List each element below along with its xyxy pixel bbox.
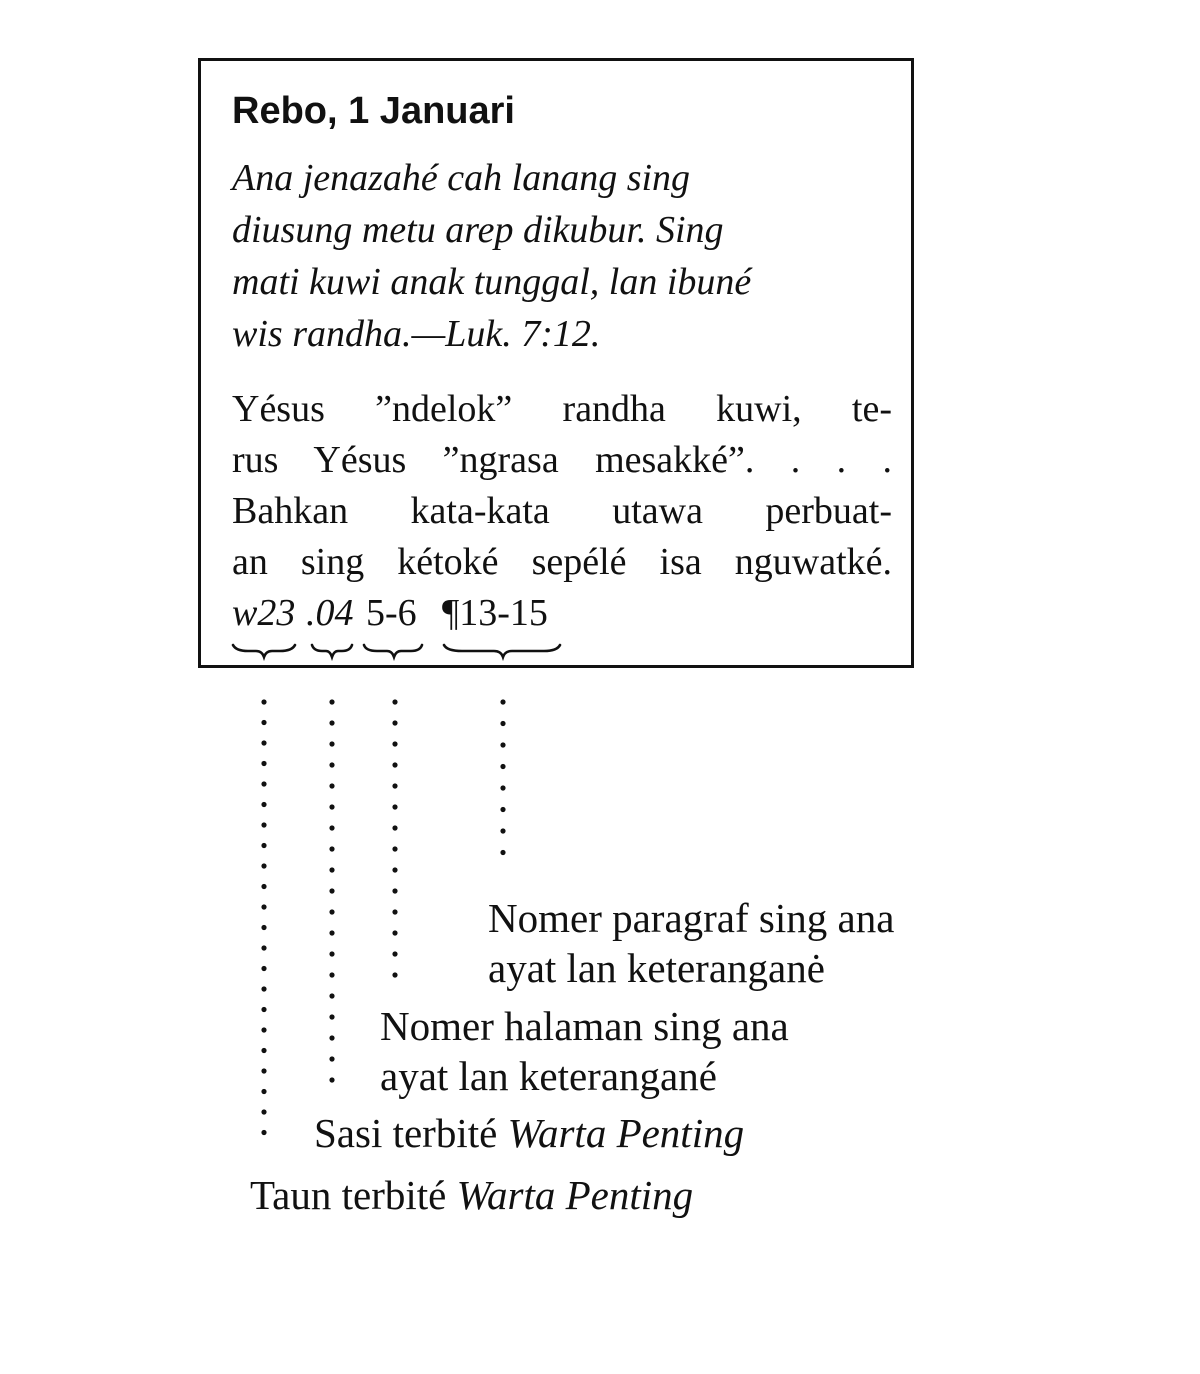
leader-dot [392,930,397,935]
leader-dot [500,828,505,833]
leader-paragraphs [500,699,505,855]
leader-dot [329,951,334,956]
leader-dot [500,850,505,855]
label-paragraph-line1: Nomer paragraf sing ana [488,895,895,941]
leader-dot [329,930,334,935]
label-year-title: Warta Penting [456,1172,694,1218]
brace-paragraphs [444,645,560,657]
leader-dot [329,804,334,809]
leader-dot [329,909,334,914]
leader-dot [329,1056,334,1061]
leader-dot [500,785,505,790]
leader-dot [329,888,334,893]
label-page-number [380,1001,789,1101]
leader-dot [261,1048,266,1053]
ref-paragraphs: ¶13-15 [442,592,548,634]
leader-dot [261,986,266,991]
label-page-line1: Nomer halaman sing ana [380,1003,789,1049]
leader-dot [329,867,334,872]
leader-dot [261,781,266,786]
leader-month [329,699,334,1082]
label-page-line2: ayat lan keterangané [380,1053,717,1099]
leader-dot [261,822,266,827]
leader-dot [500,807,505,812]
leader-year [261,699,266,1135]
leader-pages [392,699,397,977]
brace-pages [364,645,422,657]
label-year-prefix: Taun terbité [250,1172,457,1218]
leader-dot [329,825,334,830]
comment-line: an sing kétoké sepélé isa nguwatké. [232,541,892,583]
leader-dot [392,951,397,956]
ref-pages: 5-6 [366,592,417,634]
leader-dot [329,720,334,725]
leader-dot [261,1109,266,1114]
leader-dot [261,699,266,704]
leader-dot [261,740,266,745]
label-month-prefix: Sasi terbité [314,1110,508,1156]
leader-dot [261,925,266,930]
label-paragraph-line2: ayat lan keteranganė [488,945,825,991]
leader-dot [392,825,397,830]
entry-date: Rebo, 1 Januari [232,90,515,132]
leader-dot [329,1014,334,1019]
leader-dot [329,993,334,998]
leader-dot [329,741,334,746]
comment-line: Bahkan kata-kata utawa perbuat- [232,490,892,532]
leader-dot [392,762,397,767]
leader-dot [392,699,397,704]
leader-dot [261,720,266,725]
leader-dot [392,846,397,851]
comment-line: Yésus ”ndelok” randha kuwi, te- [232,388,892,430]
comment-line: rus Yésus ”ngrasa mesakké”. . . . [232,439,892,481]
leader-dot [329,783,334,788]
leader-dot [329,762,334,767]
brace-year [233,645,295,657]
leader-dot [329,846,334,851]
leader-dot [392,888,397,893]
leader-dot [392,783,397,788]
leader-dot [392,804,397,809]
ref-month: .04 [306,592,354,634]
leader-dot [329,1077,334,1082]
leader-dot [261,884,266,889]
leader-dot [392,720,397,725]
leader-dot [392,741,397,746]
label-paragraph-number [488,893,894,993]
leader-dot [261,945,266,950]
leader-dot [261,843,266,848]
leader-dot [392,909,397,914]
leader-dot [329,972,334,977]
leader-dot [261,966,266,971]
verse-line: Ana jenazahé cah lanang sing [232,157,691,199]
leader-dot [261,863,266,868]
leader-dot [500,742,505,747]
ref-year: w23 [232,592,296,634]
leader-dot [500,721,505,726]
leader-dot [261,904,266,909]
leader-dot [261,1007,266,1012]
verse-line: mati kuwi anak tunggal, lan ibuné [232,261,752,303]
label-month-title: Warta Penting [507,1110,745,1156]
leader-dot [392,972,397,977]
leader-dot [261,802,266,807]
leader-dot [261,1130,266,1135]
leader-dot [500,699,505,704]
brace-month [312,645,352,657]
verse-line: diusung metu arep dikubur. Sing [232,209,724,251]
leader-dot [329,699,334,704]
leader-dot [329,1035,334,1040]
label-month [314,1108,744,1158]
leader-dot [500,764,505,769]
leader-dot [261,1089,266,1094]
verse-line: wis randha.—Luk. 7:12. [232,313,601,355]
leader-dot [261,1068,266,1073]
leader-dot [261,761,266,766]
leader-dot [261,1027,266,1032]
label-year [250,1170,693,1220]
leader-dot [392,867,397,872]
